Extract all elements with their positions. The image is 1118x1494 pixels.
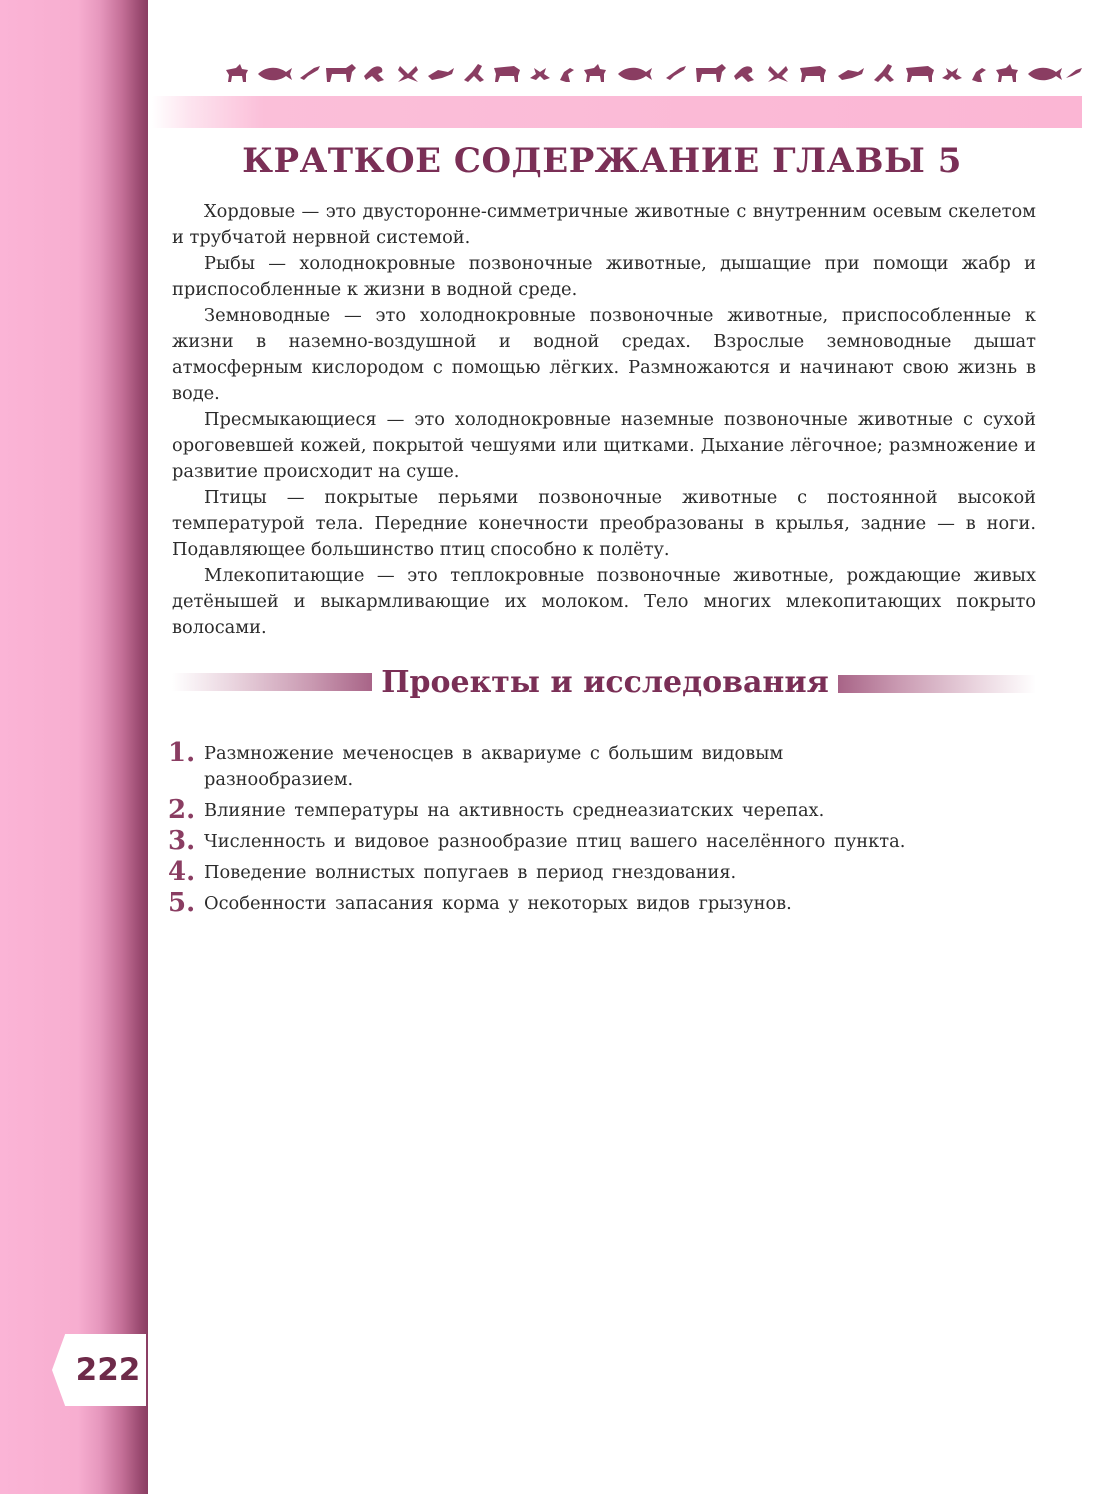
item-number: 1. [168,738,196,768]
projects-heading: Проекты и исследования [381,665,829,700]
chapter-title: КРАТКОЕ СОДЕРЖАНИЕ ГЛАВЫ 5 [242,141,962,181]
heading-divider-right [838,675,1036,693]
summary-paragraph: Хордовые — это двусторонне-симметричные животные с внутренним осевым скелетом и трубчатой нервной системой. [172,201,1036,248]
chapter-summary [172,199,1036,641]
list-item [168,795,1048,825]
list-item [168,826,1048,856]
summary-paragraph: Млекопитающие — это теплокровные позвоночные животные, рождающие живых детёнышей и выкармливающие их молоком. Тело многих млекопитающих покрыто волосами. [172,565,1036,638]
summary-paragraph: Рыбы — холоднокровные позвоночные животные, дышащие при помощи жабр и приспособленные к жизни в водной среде. [172,253,1036,300]
item-text: Поведение волнистых попугаев в период гнездования. [204,862,737,883]
item-text: Влияние температуры на активность среднеазиатских черепах. [204,800,825,821]
left-decorative-band [0,0,148,1494]
list-item [168,738,1048,793]
heading-divider-left [172,673,372,691]
page-number: 222 [75,1352,141,1388]
item-number: 5. [168,888,196,918]
animal-strip-set-1 [226,64,652,82]
list-item [168,888,1048,918]
header-band [152,96,1082,128]
projects-heading-row [172,662,1036,704]
list-item [168,857,1048,887]
item-number: 2. [168,795,196,825]
item-number: 3. [168,826,196,856]
animal-silhouettes-icon [222,60,1082,90]
summary-paragraph: Пресмыкающиеся — это холоднокровные наземные позвоночные животные с сухой ороговевшей кожей, покрытой чешуями или щитками. Дыхание лёгочное; размножение и развитие происходит на суше. [172,409,1036,482]
projects-list [168,738,1048,922]
item-text: Размножение меченосцев в аквариуме с большим видовым разнообразием. [204,743,784,790]
summary-paragraph: Птицы — покрытые перьями позвоночные животные с постоянной высокой температурой тела. Передние конечности преобразованы в крылья, задние — в ноги. Подавляющее большинство птиц способно к полёту. [172,487,1036,560]
animal-strip-set-2 [666,64,1082,82]
summary-paragraph: Земноводные — это холоднокровные позвоночные животные, приспособленные к жизни в наземно-воздушной и водной средах. Взрослые земноводные дышат атмосферным кислородом с помощью лёгких. Размножаются и начинают свою жизнь в воде. [172,305,1036,404]
item-number: 4. [168,857,196,887]
item-text: Численность и видовое разнообразие птиц вашего населённого пункта. [204,831,906,852]
item-text: Особенности запасания корма у некоторых видов грызунов. [204,893,792,914]
